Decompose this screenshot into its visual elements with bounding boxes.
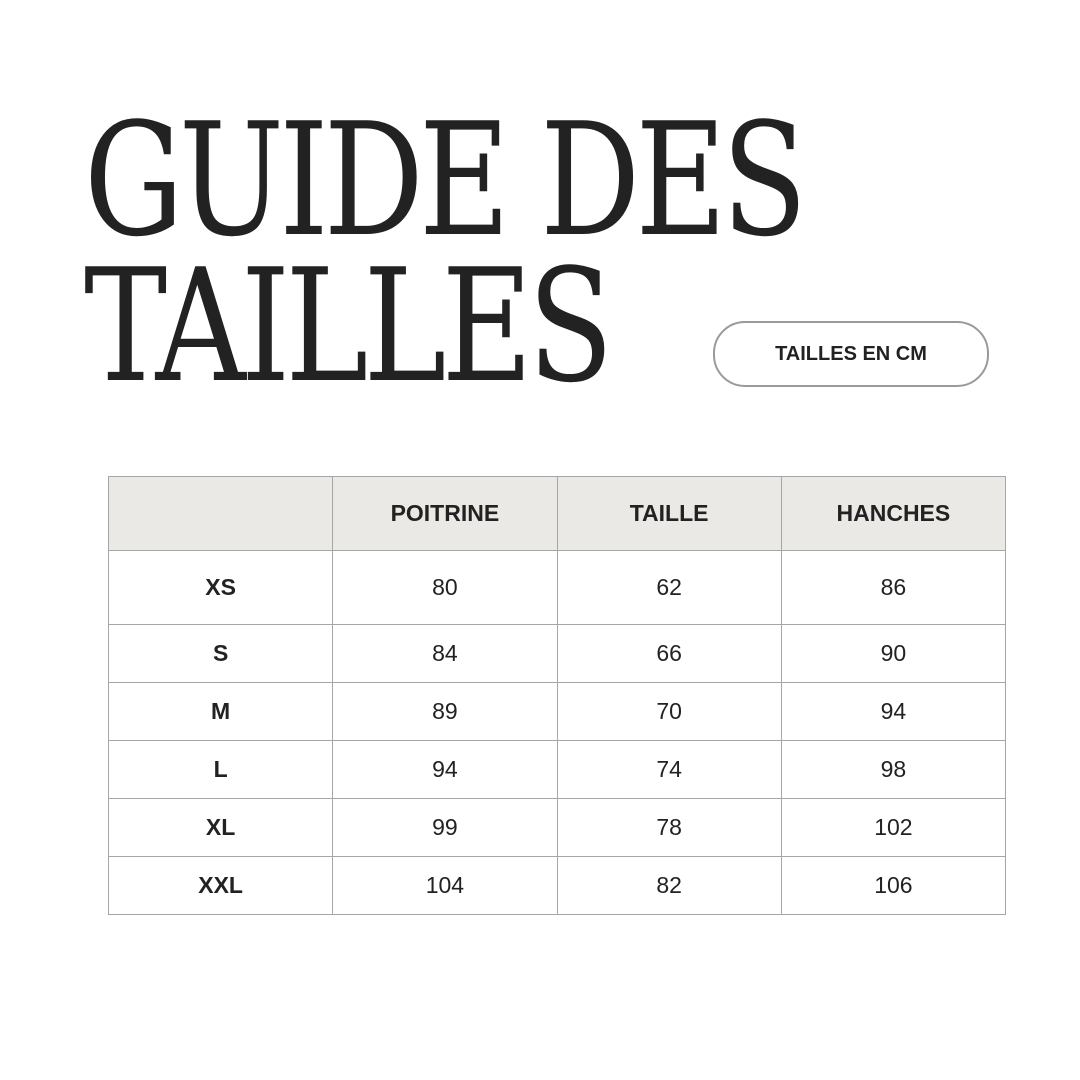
size-label: S	[109, 625, 333, 683]
hanches-value: 86	[781, 551, 1005, 625]
taille-value: 70	[557, 683, 781, 741]
page-title-line-1: GUIDE DES	[84, 89, 803, 271]
taille-value: 74	[557, 741, 781, 799]
size-label: XL	[109, 799, 333, 857]
header-cell-taille: TAILLE	[557, 477, 781, 551]
table-row	[109, 551, 1006, 625]
header-cell-hanches: HANCHES	[781, 477, 1005, 551]
poitrine-value: 99	[333, 799, 557, 857]
size-label: L	[109, 741, 333, 799]
taille-value: 82	[557, 857, 781, 915]
size-label: XS	[109, 551, 333, 625]
table-row	[109, 799, 1006, 857]
header-cell-size	[109, 477, 333, 551]
poitrine-value: 94	[333, 741, 557, 799]
taille-value: 66	[557, 625, 781, 683]
poitrine-value: 84	[333, 625, 557, 683]
page-title-line-2: TAILLES	[84, 235, 609, 417]
poitrine-value: 104	[333, 857, 557, 915]
table-row	[109, 741, 1006, 799]
hanches-value: 94	[781, 683, 1005, 741]
hanches-value: 98	[781, 741, 1005, 799]
poitrine-value: 80	[333, 551, 557, 625]
size-chart-table	[108, 476, 1006, 915]
taille-value: 62	[557, 551, 781, 625]
taille-value: 78	[557, 799, 781, 857]
table-row	[109, 625, 1006, 683]
table-header-row	[109, 477, 1006, 551]
hanches-value: 106	[781, 857, 1005, 915]
size-label: M	[109, 683, 333, 741]
unit-badge: TAILLES EN CM	[713, 321, 989, 387]
table-row	[109, 683, 1006, 741]
hanches-value: 90	[781, 625, 1005, 683]
hanches-value: 102	[781, 799, 1005, 857]
size-label: XXL	[109, 857, 333, 915]
table-row	[109, 857, 1006, 915]
poitrine-value: 89	[333, 683, 557, 741]
header-cell-poitrine: POITRINE	[333, 477, 557, 551]
